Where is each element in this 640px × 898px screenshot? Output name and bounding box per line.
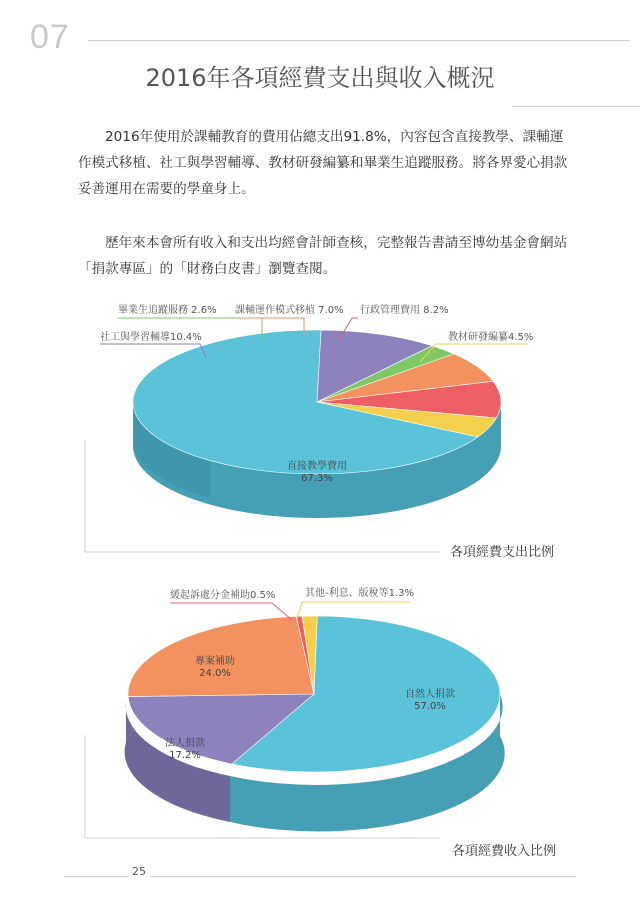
callout-admin: 行政管理費用 8.2% [360,305,449,316]
inside-label-corporate-value: 17.2% [169,750,201,761]
callout-other: 其他-利息、版稅等1.3% [305,588,415,599]
leader-line [297,602,410,618]
paragraph-expenses: 2016年使用於課輔教育的費用佔總支出91.8%，內容包含直接教學、課輔運作模式移植、社工與學習輔導、教材研發編纂和畢業生追蹤服務。將各界愛心捐款妥善運用在需要的學童身上。 [78,129,568,197]
chapter-number: 07 [30,18,70,56]
page-number: 25 [128,865,150,878]
income-chart-caption: 各項經費收入比例 [452,844,557,859]
inside-label-project-name: 專案補助 [195,656,235,667]
expense-chart-caption: 各項經費支出比例 [450,545,555,560]
inside-label-individual-name: 自然人捐款 [405,689,455,700]
inside-label-corporate-name: 法人捐款 [165,738,205,749]
inside-label-project-value: 24.0% [199,668,231,679]
inside-label-individual-value: 57.0% [414,701,446,712]
leader-line [170,603,292,620]
expense-slices [133,330,501,474]
paragraph-audit: 歷年來本會所有收入和支出均經會計師查核，完整報告書請至博幼基金會網站「捐款專區」的「財務白皮書」瀏覽查閱。 [78,235,568,277]
expense-pie-chart [0,298,640,563]
callout-grad: 畢業生追蹤服務 2.6% [118,305,217,316]
page-title: 2016年各項經費支出與收入概況 [145,64,495,92]
callout-deferred: 緩起訴處分金補助0.5% [170,590,276,601]
inside-label-name: 直接教學費用 [287,461,347,472]
header-rule [88,40,630,41]
callout-model: 課輔運作模式移植 7.0% [235,305,344,316]
title-rule [512,106,640,107]
callout-social: 社工與學習輔導10.4% [100,332,202,343]
callout-material: 教材研發編纂4.5% [448,332,534,343]
income-pie-chart [0,580,640,850]
inside-label-value: 67.3% [301,473,333,484]
